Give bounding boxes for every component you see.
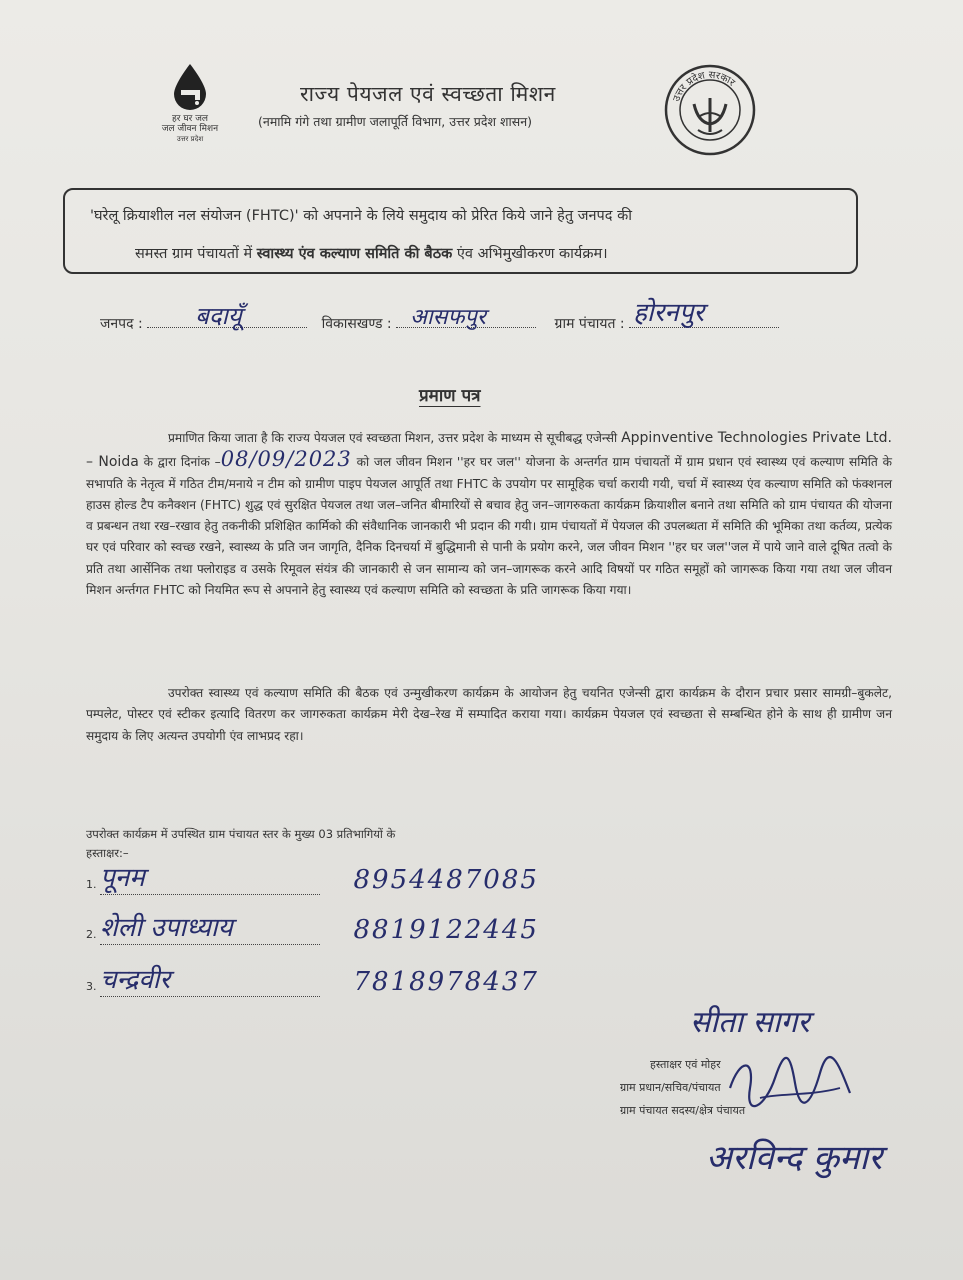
seal-text: उत्तर प्रदेश सरकार xyxy=(671,69,737,104)
district-value: बदायूँ xyxy=(195,302,242,330)
banner-line-2-bold: स्वास्थ्य एंव कल्याण समिति की बैठक xyxy=(256,246,453,262)
attendee-phone: 8819122445 xyxy=(353,915,539,945)
para1-date-label: के द्वारा दिनांक – xyxy=(138,455,221,470)
para1-body: को जल जीवन मिशन ''हर घर जल'' योजना के अन्तर्गत ग्राम पंचायतों में ग्राम प्रधान एवं स्वास्थ्य एवं कल्याण समिति के सभापति के नेतृत्व में गठित टीम/मनाये न टीम को ग्रामीण पाइप पेयजल आपूर्ति तथा FHTC के उपयोग पर सामूहिक चर्चा करायी गयी, चर्चा में स्वास्थ्य एंव कल्याण समिति को फंक्शनल हाउस होल्ड टैप कनैक्शन (FHTC) शुद्ध एवं सुरक्षित पेयजल तथा जल–जनित बीमारियों से बचाव हेतु जन–जागरुकता कार्यक्रम क्रियाशील बनाने तथा समिति को ग्राम पंचायत की योजना व प्रबन्धन तथा रख–रखाव हेतु तकनीकी प्रशिक्षित कार्मिको की संवैधानिक जानकारी भी प्रदान की गयी। ग्राम पंचायतों में पेयजल की उपलब्धता में समिति की भूमिका तथा कर्तव्य, प्रत्येक घर एवं परिवार को स्वच्छ रखने, स्वास्थ्य के प्रति जन जागृति, दैनिक दिनचर्या में बुद्धिमानी से पानी के प्रयोग करने, जल जीवन मिशन ''हर घर जल''जल में पाये जाने वाले दूषित तत्वो के प्रति तथा आर्सेनिक तथा फ्लोराइड व उसके रिमूवल संयंत्र की जानकारी से जन सामान्य को जन–जागरूक करने आदि विषयों पर गठित समूहों को जागरूक किया गया तथा जल जीवन मिशन अर्न्तगत FHTC को नियमित रूप से अपनाने हेतु स्वास्थ्य एवं कल्याण समिति को स्वच्छता के प्रति जागरूक किया गया। xyxy=(86,455,893,598)
banner-line-1: 'घरेलू क्रियाशील नल संयोजन (FHTC)' को अपनाने के लिये समुदाय को प्रेरित किये जाने हेतु जनपद की xyxy=(90,208,632,224)
signature-label-3: ग्राम पंचायत सदस्य/क्षेत्र पंचायत xyxy=(620,1104,746,1117)
signature-label-1: हस्ताक्षर एवं मोहर xyxy=(650,1058,721,1071)
attendee-number: 3. xyxy=(86,980,97,993)
attendee-number: 1. xyxy=(86,878,97,891)
banner-line-2-end: एंव अभिमुखीकरण कार्यक्रम। xyxy=(452,246,608,262)
program-date: 08/09/2023 xyxy=(220,447,352,472)
certificate-title: प्रमाण पत्र xyxy=(419,386,481,406)
har-ghar-jal-logo xyxy=(150,62,230,144)
certificate-paragraph-2: उपरोक्त स्वास्थ्य एवं कल्याण समिति की बैठक एवं उन्मुखीकरण कार्यक्रम के आयोजन हेतु चयनित एजेन्सी द्वारा कार्यक्रम के दौरान प्रचार प्रसार सामग्री–बुकलेट, पम्पलेट, पोस्टर एवं स्टीकर इत्यादि वितरण कर जागरुकता कार्यक्रम मेरी देख–रेख में सम्पादित कराया गया। कार्यक्रम पेयजल एवं स्वच्छता से सम्बन्धित होने के साथ ही ग्रामीण जन समुदाय के लिए अत्यन्त उपयोगी एंव लाभप्रद रहा। xyxy=(86,686,892,743)
logo-caption-3: उत्तर प्रदेश xyxy=(176,135,204,143)
attendee-row xyxy=(86,858,539,895)
svg-text:उत्तर प्रदेश सरकार xyxy=(671,70,737,103)
logo-caption-2: जल जीवन मिशन xyxy=(161,124,219,134)
attendee-number: 2. xyxy=(86,928,97,941)
district-field xyxy=(147,302,307,330)
attendee-name: पूनम xyxy=(100,858,320,895)
water-drop-icon xyxy=(168,62,212,110)
certificate-paragraph-1 xyxy=(86,428,892,601)
block-label: विकासखण्ड : xyxy=(321,316,392,332)
block-field xyxy=(396,305,536,330)
member-signature-name: अरविन्द कुमार xyxy=(706,1138,883,1178)
block-value: आसफपुर xyxy=(410,305,486,330)
logo-caption-1: हर घर जल xyxy=(172,114,208,124)
attendees-heading-line2: हस्ताक्षर:– xyxy=(86,846,129,860)
district-label: जनपद : xyxy=(100,316,143,332)
attendee-phone: 7818978437 xyxy=(353,967,539,997)
signature-label-2: ग्राम प्रधान/सचिव/पंचायत xyxy=(620,1081,721,1094)
attendee-row xyxy=(86,960,539,997)
seal-emblem-icon xyxy=(660,60,760,160)
page-subtitle: (नमामि गंगे तथा ग्रामीण जलापूर्ति विभाग, उत्तर प्रदेश शासन) xyxy=(258,114,533,129)
pradhan-signature-name: सीता सागर xyxy=(690,1005,810,1040)
attendee-row xyxy=(86,908,539,945)
attendees-heading-line1: उपरोक्त कार्यक्रम में उपस्थित ग्राम पंचायत स्तर के मुख्य 03 प्रतिभागियों के xyxy=(86,827,396,841)
panchayat-value: होरनपुर xyxy=(633,298,705,328)
attendee-name: चन्द्रवीर xyxy=(100,960,320,997)
attendee-name: शेली उपाध्याय xyxy=(100,908,320,945)
page-title: राज्य पेयजल एवं स्वच्छता मिशन xyxy=(300,82,556,106)
up-government-seal xyxy=(660,60,760,160)
banner-line-2 xyxy=(135,243,608,263)
para1-intro: प्रमाणित किया जाता है कि राज्य पेयजल एवं स्वच्छता मिशन, उत्तर प्रदेश के माध्यम से सूचीबद्ध एजेन्सी xyxy=(168,431,622,445)
attendee-phone: 8954487085 xyxy=(353,865,539,895)
agency-name: Appinventive Technologies Private Ltd. – Noida xyxy=(86,430,892,471)
panchayat-field xyxy=(629,298,779,328)
banner-line-2-start: समस्त ग्राम पंचायतों में xyxy=(135,246,257,262)
panchayat-label: ग्राम पंचायत : xyxy=(554,316,625,332)
location-row xyxy=(100,298,779,333)
